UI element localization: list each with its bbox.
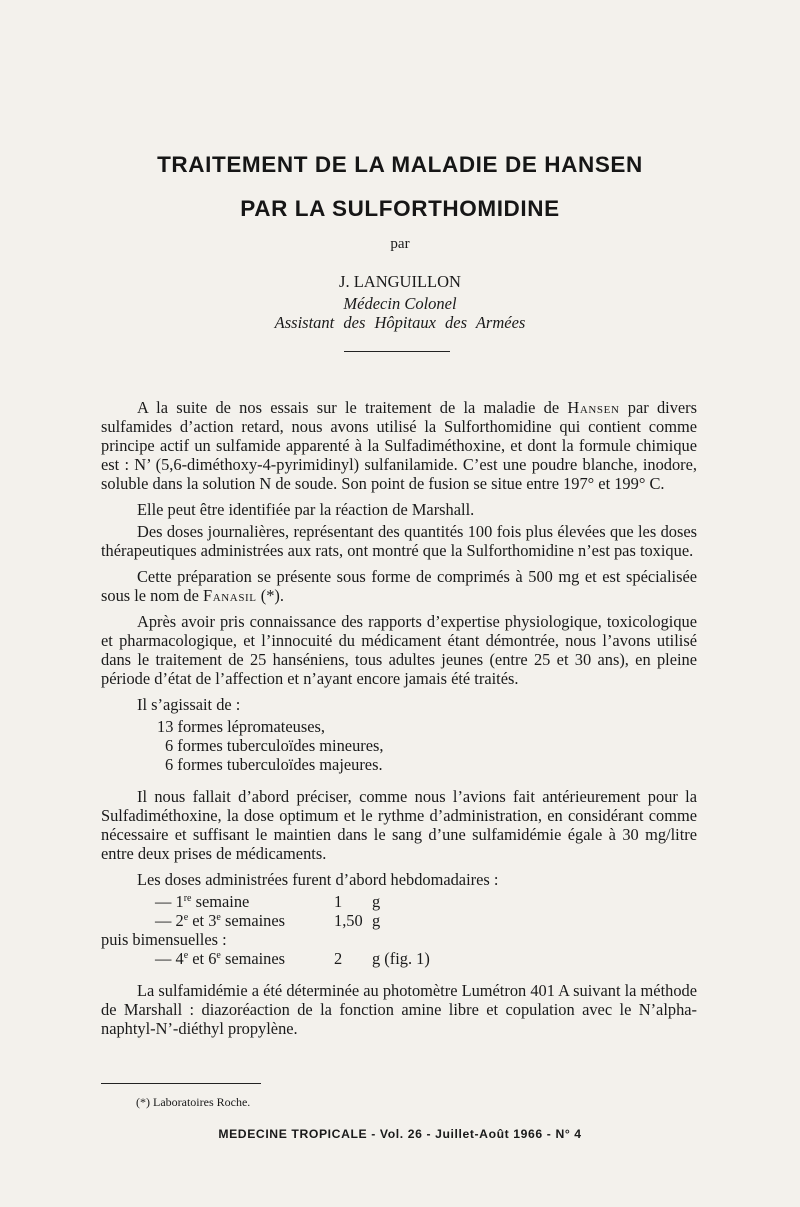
dose-row	[101, 930, 697, 949]
byline-par: par	[390, 236, 410, 252]
list-item: 6 formes tuberculoïdes majeures.	[165, 755, 383, 774]
forms-list	[101, 717, 697, 774]
dose-unit: g	[372, 892, 381, 911]
dose-value: 2	[334, 949, 343, 968]
preparation-text-a: Cette préparation se présente sous forme de comprimés à 500 mg et est spécialisée sous le nom de	[101, 567, 697, 605]
dose-row	[101, 911, 697, 930]
dose-schedule	[101, 892, 697, 968]
intro-text-b: par divers sulfamides d’action retard, nous avons utilisé la Sulforthomidine qui contient comme principe actif un sulfamide apparenté à la Sulfadiméthoxine, et dont la formule chimique est : N’ (5,6-diméthoxy-4-pyrimidinyl) sulfanilamide. C’est une poudre blanche, inodore, soluble dans la solution N de soude. Son point de fusion se situe entre 197° et 199° C.	[101, 398, 697, 493]
dose-unit: g	[372, 911, 381, 930]
footnote: (*) Laboratoires Roche.	[136, 1095, 251, 1109]
author-affiliation: Assistant des Hôpitaux des Armées	[274, 313, 526, 332]
dose-label: — 4e et 6e semaines	[155, 949, 286, 968]
paragraph-marshall: Elle peut être identifiée par la réaction de Marshall.	[137, 500, 475, 519]
dose-value: 1,50	[334, 911, 363, 930]
list-item: 6 formes tuberculoïdes mineures,	[165, 736, 384, 755]
dose-row	[101, 949, 697, 968]
dose-label: — 2e et 3e semaines	[155, 911, 286, 930]
article-title-line1: TRAITEMENT DE LA MALADIE DE HANSEN	[157, 152, 643, 177]
article-body	[101, 398, 697, 1045]
journal-footer: MEDECINE TROPICALE - Vol. 26 - Juillet-Août 1966 - N° 4	[218, 1127, 582, 1141]
paragraph-preparation	[101, 567, 697, 605]
list-item: 13 formes lépromateuses,	[157, 717, 325, 736]
hansen-name: Hansen	[567, 398, 620, 417]
paragraph-method: La sulfamidémie a été déterminée au photomètre Lumétron 401 A suivant la méthode de Marshall : diazoréaction de la fonction amine libre et copulation avec le N’alpha-naphtyl-N’-diéthyl propylène.	[101, 981, 697, 1038]
preparation-text-b: (*).	[256, 586, 284, 605]
dose-label: — 1re semaine	[155, 892, 250, 911]
paragraph-dosage-goal: Il nous fallait d’abord préciser, comme nous l’avions fait antérieurement pour la Sulfadiméthoxine, la dose optimum et le rythme d’administration, en considérant comme nécessaire et suffisant le maintien dans le sang d’une sulfamidémie égale à 30 mg/litre entre deux prises de médicaments.	[101, 787, 697, 863]
paragraph-doses-intro: Les doses administrées furent d’abord hebdomadaires :	[137, 870, 499, 889]
dose-unit: g (fig. 1)	[372, 949, 430, 968]
paragraph-intro	[101, 398, 697, 493]
paragraph-patients: Après avoir pris connaissance des rapports d’expertise physiologique, toxicologique et pharmacologique, et l’innocuité du médicament étant démontrée, nous l’avons utilisé dans le traitement de 25 hanséniens, tous adultes jeunes (entre 25 et 30 ans), en pleine période d’état de l’affection et n’ayant encore jamais été traités.	[101, 612, 697, 688]
author-name: J. LANGUILLON	[339, 272, 461, 291]
brand-name: Fanasil	[202, 586, 257, 605]
author-rank: Médecin Colonel	[343, 294, 457, 313]
dose-value: 1	[334, 892, 343, 911]
paragraph-forms-intro: Il s’agissait de :	[137, 695, 241, 714]
intro-text-a: A la suite de nos essais sur le traitement de la maladie de	[137, 398, 568, 417]
title-separator	[344, 351, 450, 352]
paragraph-toxicity: Des doses journalières, représentant des quantités 100 fois plus élevées que les doses thérapeutiques administrées aux rats, ont montré que la Sulforthomidine n’est pas toxique.	[101, 522, 697, 560]
dose-row	[101, 892, 697, 911]
dose-intro-label: puis bimensuelles :	[101, 930, 227, 949]
footnote-rule	[101, 1083, 261, 1084]
article-title-line2: PAR LA SULFORTHOMIDINE	[240, 196, 560, 221]
